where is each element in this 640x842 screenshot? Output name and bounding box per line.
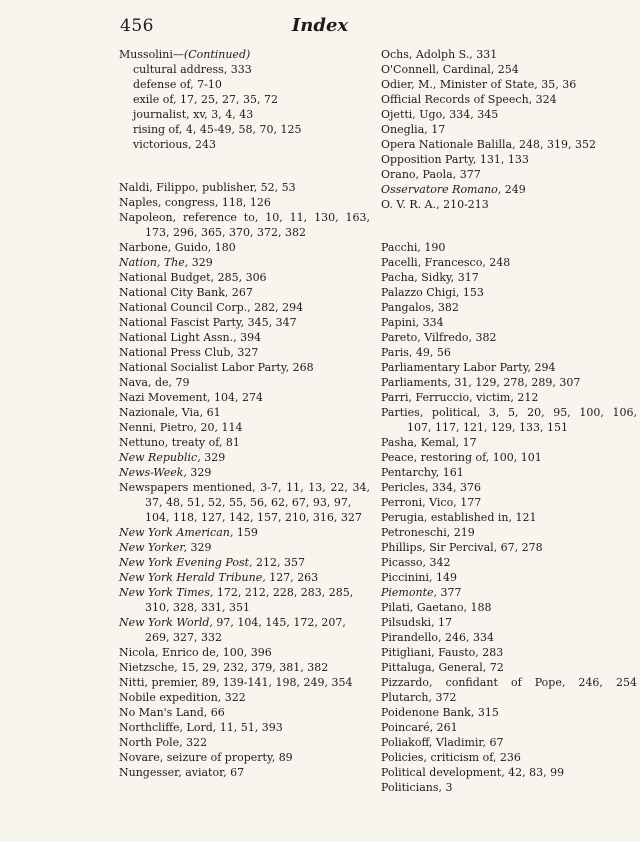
index-entry	[119, 450, 372, 465]
page-number: 456	[120, 16, 154, 36]
index-entry-text: Papini, 334	[381, 316, 444, 329]
index-entry-text: Pentarchy, 161	[381, 466, 464, 479]
index-entry	[381, 107, 639, 122]
index-entry-text: Napoleon, reference to, 10, 11, 130, 163,	[119, 211, 370, 224]
index-column-left	[119, 47, 372, 780]
index-entry-text: 97, 104, 145, 172, 207,	[212, 616, 346, 629]
index-entry	[381, 360, 639, 375]
index-entry-text: Opposition Party, 131, 133	[381, 153, 529, 166]
index-entry	[381, 645, 639, 660]
index-entry-text: Plutarch, 372	[381, 691, 457, 704]
index-entry-text: Pareto, Vilfredo, 382	[381, 331, 497, 344]
index-entry-title: New York World,	[119, 616, 213, 629]
index-entry-text: Nietzsche, 15, 29, 232, 379, 381, 382	[119, 661, 329, 674]
index-entry-text: Ochs, Adolph S., 331	[381, 48, 498, 61]
index-entry	[119, 600, 372, 615]
index-entry	[119, 330, 372, 345]
index-entry	[119, 420, 372, 435]
index-entry-text: Ojetti, Ugo, 334, 345	[381, 108, 499, 121]
index-entry	[119, 630, 372, 645]
index-entry-text: Mussolini—	[119, 48, 184, 61]
index-entry	[381, 450, 639, 465]
index-entry-text: Pilsudski, 17	[381, 616, 453, 629]
index-entry-text: National Socialist Labor Party, 268	[119, 361, 314, 374]
index-entry-text: 329	[186, 541, 212, 554]
index-entry	[119, 62, 372, 77]
index-entry-text: National Council Corp., 282, 294	[119, 301, 304, 314]
index-entry	[119, 255, 372, 270]
index-entry-text: journalist, xv, 3, 4, 43	[133, 108, 254, 121]
index-entry	[381, 62, 639, 77]
index-entry	[119, 375, 372, 390]
index-entry	[119, 615, 372, 630]
index-entry-text: National Light Assn., 394	[119, 331, 262, 344]
index-entry-note: (Continued)	[183, 48, 251, 61]
index-entry-text: Pasha, Kemal, 17	[381, 436, 477, 449]
index-entry-title: New York Herald Tribune,	[119, 571, 266, 584]
index-entry-text: Pilati, Gaetano, 188	[381, 601, 492, 614]
index-entry-text: victorious, 243	[133, 138, 217, 151]
index-entry	[119, 660, 372, 675]
index-entry-text: 329	[186, 466, 212, 479]
page-title: Index	[291, 15, 349, 36]
index-entry-text: exile of, 17, 25, 27, 35, 72	[133, 93, 279, 106]
index-entry-text: 329	[188, 256, 213, 269]
index-entry	[119, 525, 372, 540]
index-entry	[119, 92, 372, 107]
index-entry-text: National Press Club, 327	[119, 346, 259, 359]
index-entry-text: 212, 357	[252, 556, 305, 569]
index-entry-text: Nitti, premier, 89, 139-141, 198, 249, 354	[119, 676, 353, 689]
index-entry-title: New York Times,	[119, 586, 214, 599]
index-entry	[119, 137, 372, 152]
index-entry-text: defense of, 7-10	[133, 78, 222, 91]
index-entry	[381, 495, 639, 510]
index-entry	[381, 285, 639, 300]
index-entry	[119, 570, 372, 585]
index-entry-text: O'Connell, Cardinal, 254	[381, 63, 519, 76]
index-entry-text: 127, 263	[265, 571, 319, 584]
index-entry	[381, 405, 639, 420]
index-entry-text: cultural address, 333	[133, 63, 252, 76]
index-entry	[381, 315, 639, 330]
index-entry	[119, 240, 372, 255]
index-entry	[119, 300, 372, 315]
index-entry-text: Pacchi, 190	[381, 241, 446, 254]
index-entry-text: National City Bank, 267	[119, 286, 253, 299]
index-entry	[381, 660, 639, 675]
index-entry-text: National Fascist Party, 345, 347	[119, 316, 297, 329]
index-entry	[119, 345, 372, 360]
index-entry-text: Nicola, Enrico de, 100, 396	[119, 646, 272, 659]
index-entry	[119, 495, 372, 510]
index-entry-text: Poliakoff, Vladimir, 67	[381, 736, 504, 749]
index-entry-title: Nation, The,	[119, 256, 189, 269]
index-entry-text: Petroneschi, 219	[381, 526, 475, 539]
index-entry	[381, 705, 639, 720]
index-entry	[381, 197, 639, 212]
index-entry	[119, 750, 372, 765]
index-entry-text: Nungesser, aviator, 67	[119, 766, 245, 779]
index-entry	[381, 600, 639, 615]
index-entry	[381, 122, 639, 137]
index-entry	[381, 77, 639, 92]
index-entry	[381, 255, 639, 270]
index-entry	[119, 390, 372, 405]
index-entry	[119, 435, 372, 450]
index-entry	[381, 47, 639, 62]
index-entry	[381, 615, 639, 630]
index-entry	[119, 690, 372, 705]
index-entry	[119, 107, 372, 122]
index-entry-text: Phillips, Sir Percival, 67, 278	[381, 541, 543, 554]
index-entry	[119, 765, 372, 780]
index-entry-text: North Pole, 322	[119, 736, 208, 749]
index-entry	[381, 465, 639, 480]
index-entry-text: Official Records of Speech, 324	[381, 93, 557, 106]
index-entry-text: Nava, de, 79	[119, 376, 190, 389]
index-entry-text: Poidenone Bank, 315	[381, 706, 499, 719]
index-entry-text: 159	[233, 526, 258, 539]
index-entry	[119, 480, 372, 495]
index-entry	[381, 555, 639, 570]
index-entry	[381, 630, 639, 645]
index-entry	[381, 270, 639, 285]
index-entry-title: New York Evening Post,	[119, 556, 253, 569]
index-entry	[381, 525, 639, 540]
index-entry	[381, 330, 639, 345]
index-entry-text: Pitigliani, Fausto, 283	[381, 646, 504, 659]
index-entry-text: 310, 328, 331, 351	[145, 601, 250, 614]
index-entry	[381, 765, 639, 780]
index-entry	[381, 690, 639, 705]
index-entry-text: 37, 48, 51, 52, 55, 56, 62, 67, 93, 97,	[145, 496, 352, 509]
index-entry-text: Policies, criticism of, 236	[381, 751, 521, 764]
index-entry-text: Parliaments, 31, 129, 278, 289, 307	[381, 376, 581, 389]
index-entry-text: rising of, 4, 45-49, 58, 70, 125	[133, 123, 302, 136]
index-entry	[119, 705, 372, 720]
index-entry	[381, 182, 639, 197]
index-entry	[381, 570, 639, 585]
index-entry	[119, 675, 372, 690]
index-entry	[119, 77, 372, 92]
index-entry-title: Piemonte,	[381, 586, 437, 599]
index-entry	[119, 540, 372, 555]
index-entry	[381, 780, 639, 795]
index-entry	[119, 270, 372, 285]
index-entry	[119, 195, 372, 210]
index-entry-text: Opera Nationale Balilla, 248, 319, 352	[381, 138, 597, 151]
index-entry	[119, 210, 372, 225]
index-entry-title: New Republic,	[119, 451, 201, 464]
index-entry-text: Nazionale, Via, 61	[119, 406, 221, 419]
index-entry-text: 329	[200, 451, 226, 464]
index-entry-title: Osservatore Romano,	[381, 183, 502, 196]
index-entry	[381, 300, 639, 315]
index-entry	[381, 167, 639, 182]
index-entry-text: Pericles, 334, 376	[381, 481, 482, 494]
index-entry-text: 377	[437, 586, 462, 599]
index-entry-text: Pittaluga, General, 72	[381, 661, 504, 674]
index-entry-title: New York American,	[119, 526, 234, 539]
index-entry-text: 269, 327, 332	[145, 631, 222, 644]
index-entry	[119, 180, 372, 195]
index-entry-text: Nobile expedition, 322	[119, 691, 246, 704]
index-entry-text: 104, 118, 127, 142, 157, 210, 316, 327	[145, 511, 362, 524]
index-entry	[381, 510, 639, 525]
index-entry-text: O. V. R. A., 210-213	[381, 198, 489, 211]
index-entry	[381, 92, 639, 107]
index-column-right	[381, 47, 639, 795]
index-entry-text: Pacha, Sidky, 317	[381, 271, 479, 284]
index-entry	[119, 315, 372, 330]
index-entry-text: Northcliffe, Lord, 11, 51, 393	[119, 721, 283, 734]
index-entry	[119, 510, 372, 525]
index-entry-text: Oneglia, 17	[381, 123, 446, 136]
index-entry-text: Perugia, established in, 121	[381, 511, 537, 524]
index-entry	[381, 435, 639, 450]
index-entry	[381, 240, 639, 255]
index-entry-text: Politicians, 3	[381, 781, 453, 794]
index-entry	[119, 720, 372, 735]
index-entry-text: 107, 117, 121, 129, 133, 151	[407, 421, 568, 434]
index-entry-text: Nazi Movement, 104, 274	[119, 391, 264, 404]
index-entry	[119, 735, 372, 750]
index-entry-text: Novare, seizure of property, 89	[119, 751, 293, 764]
index-entry-text: Parliamentary Labor Party, 294	[381, 361, 556, 374]
index-entry-text: Naples, congress, 118, 126	[119, 196, 271, 209]
index-entry	[381, 735, 639, 750]
index-entry	[119, 47, 372, 62]
index-entry	[119, 285, 372, 300]
index-entry-text: Odier, M., Minister of State, 35, 36	[381, 78, 577, 91]
index-entry	[119, 585, 372, 600]
index-entry	[381, 375, 639, 390]
index-entry-text: Nenni, Pietro, 20, 114	[119, 421, 243, 434]
index-entry-text: Narbone, Guido, 180	[119, 241, 236, 254]
index-entry	[381, 152, 639, 167]
index-entry	[381, 480, 639, 495]
index-entry	[119, 645, 372, 660]
index-entry-text: Poincaré, 261	[381, 721, 458, 734]
index-entry-text: Orano, Paola, 377	[381, 168, 481, 181]
index-entry-text: Pirandello, 246, 334	[381, 631, 495, 644]
index-entry-text: Political development, 42, 83, 99	[381, 766, 565, 779]
index-entry-text: 249	[501, 183, 526, 196]
index-entry	[381, 720, 639, 735]
index-entry-text: Palazzo Chigi, 153	[381, 286, 484, 299]
index-entry-text: Paris, 49, 56	[381, 346, 451, 359]
index-entry	[119, 465, 372, 480]
index-entry	[119, 225, 372, 240]
index-entry-text: Nettuno, treaty of, 81	[119, 436, 240, 449]
index-entry-text: Pizzardo, confidant of Pope, 246, 254	[381, 676, 637, 689]
index-entry	[381, 750, 639, 765]
index-entry	[119, 555, 372, 570]
index-entry-title: New Yorker,	[119, 541, 187, 554]
index-entry	[381, 345, 639, 360]
index-entry	[381, 137, 639, 152]
index-entry-text: No Man's Land, 66	[119, 706, 225, 719]
index-entry-text: Pacelli, Francesco, 248	[381, 256, 511, 269]
index-entry	[119, 360, 372, 375]
index-entry-text: Newspapers mentioned, 3-7, 11, 13, 22, 34,	[119, 481, 370, 494]
index-entry-text: Parties, political, 3, 5, 20, 95, 100, 106,	[381, 406, 637, 419]
index-entry	[381, 390, 639, 405]
index-entry-text: Naldi, Filippo, publisher, 52, 53	[119, 181, 296, 194]
index-entry-text: Picasso, 342	[381, 556, 451, 569]
index-entry-text: Perroni, Vico, 177	[381, 496, 482, 509]
index-entry-text: Peace, restoring of, 100, 101	[381, 451, 542, 464]
index-entry-title: News-Week,	[119, 466, 187, 479]
index-entry	[381, 675, 639, 690]
index-entry-text: Parri, Ferruccio, victim, 212	[381, 391, 539, 404]
index-entry-text: Piccinini, 149	[381, 571, 457, 584]
index-entry-text: 173, 296, 365, 370, 372, 382	[145, 226, 306, 239]
index-entry-text: 172, 212, 228, 283, 285,	[213, 586, 354, 599]
index-entry-text: National Budget, 285, 306	[119, 271, 267, 284]
index-entry-text: Pangalos, 382	[381, 301, 459, 314]
index-entry	[381, 585, 639, 600]
index-entry	[119, 122, 372, 137]
index-entry	[381, 540, 639, 555]
index-entry	[381, 420, 639, 435]
index-entry	[119, 405, 372, 420]
